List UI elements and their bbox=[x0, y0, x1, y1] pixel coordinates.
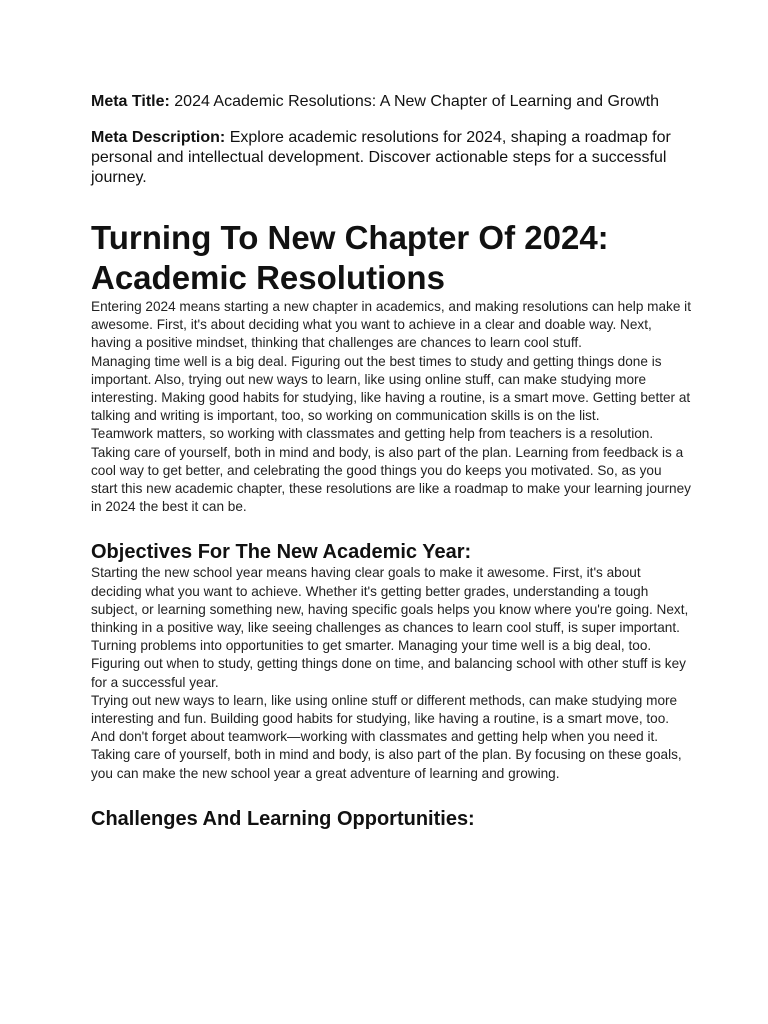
document-page bbox=[91, 92, 691, 831]
section-heading-challenges: Challenges And Learning Opportunities: bbox=[91, 807, 475, 830]
meta-title bbox=[91, 92, 691, 112]
intro-paragraph-3: Teamwork matters, so working with classmates and getting help from teachers is a resolution. Taking care of yourself, both in mind and body, is also part of the plan. Learning from feedback is a cool way to get better, and celebrating the good things you do keeps you motivated. So, as you start this new academic chapter, these resolutions are like a roadmap to make your learning journey in 2024 the best it can be. bbox=[91, 426, 691, 515]
meta-description bbox=[91, 128, 691, 188]
meta-title-label: Meta Title: bbox=[91, 93, 170, 110]
objectives-paragraph-2: Trying out new ways to learn, like using online stuff or different methods, can make studying more interesting and fun. Building good habits for studying, like having a routine, is a smart move, too. And don't forget about teamwork—working with classmates and getting help when you need it. Taking care of yourself, both in mind and body, is also part of the plan. By focusing on these goals, you can make the new school year a great adventure of learning and growing. bbox=[91, 692, 682, 781]
meta-title-value: 2024 Academic Resolutions: A New Chapter of Learning and Growth bbox=[169, 93, 660, 110]
section-heading-objectives: Objectives For The New Academic Year: bbox=[91, 541, 472, 564]
intro-paragraph-1: Entering 2024 means starting a new chapter in academics, and making resolutions can help make it awesome. First, it's about deciding what you want to achieve in a clear and doable way. Next, having a positive mindset, thinking that challenges are chances to learn cool stuff. bbox=[91, 299, 691, 351]
document-title: Turning To New Chapter Of 2024: Academic Resolutions bbox=[91, 219, 609, 296]
intro-paragraph-2: Managing time well is a big deal. Figuring out the best times to study and getting things done is important. Also, trying out new ways to learn, like using online stuff, can make studying more interesting. Making good habits for studying, like having a routine, is a smart move. Getting better at talking and writing is important, too, so working on communication skills is on the list. bbox=[91, 353, 691, 424]
objectives-paragraph-1: Starting the new school year means having clear goals to make it awesome. First, it's about deciding what you want to achieve. Whether it's getting better grades, understanding a tough subject, or learning something new, having specific goals helps you know where you're going. Next, thinking in a positive way, like seeing challenges as chances to learn cool stuff, is super important. Turning problems into opportunities to get smarter. Managing your time well is a big deal, too. Figuring out when to study, getting things done on time, and balancing school with other stuff is key for a successful year. bbox=[91, 565, 689, 690]
meta-description-label: Meta Description: bbox=[91, 129, 226, 146]
meta-description-value: Explore academic resolutions for 2024, shaping a roadmap for personal and intellectual development. Discover actionable steps for a successful journey. bbox=[91, 129, 671, 186]
